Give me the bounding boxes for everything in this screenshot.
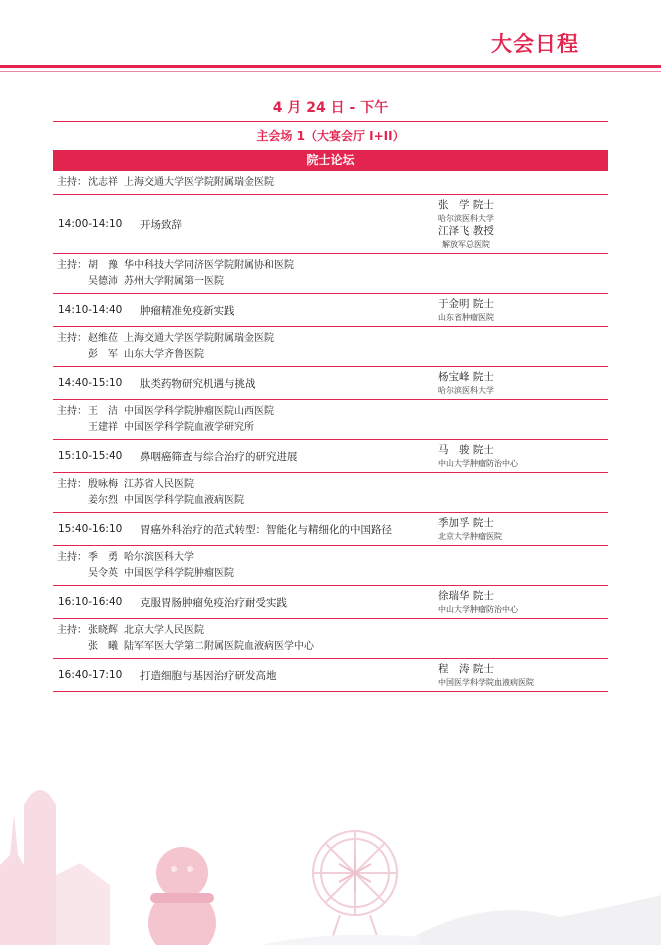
speaker-org: 北京大学肿瘤医院 [438, 532, 502, 541]
talk-time: 14:40-15:10 [58, 377, 123, 389]
host-prefix [57, 347, 88, 363]
talk-row [53, 294, 608, 327]
host-line [57, 258, 608, 274]
talk-topic: 肽类药物研究机遇与挑战 [140, 377, 256, 390]
host-org: 哈尔滨医科大学 [124, 552, 194, 563]
speaker-org: 解放军总医院 [442, 240, 490, 249]
host-org: 苏州大学附属第一医院 [124, 276, 224, 287]
host-name: 胡 豫 [88, 260, 118, 271]
host-line [57, 331, 608, 347]
title-rule [0, 65, 661, 68]
host-name: 吴令英 [88, 568, 118, 579]
host-name: 季 勇 [88, 552, 118, 563]
host-prefix: 主持： [57, 260, 87, 271]
host-row [53, 254, 608, 294]
host-line [57, 404, 608, 420]
host-org: 北京大学人民医院 [124, 625, 204, 636]
host-line [57, 420, 608, 436]
host-line [57, 274, 608, 290]
talk-row [53, 586, 608, 619]
speaker-org: 哈尔滨医科大学 [438, 386, 494, 395]
speaker-list [438, 195, 608, 253]
host-prefix [57, 493, 88, 509]
talk-row [53, 659, 608, 692]
host-prefix: 主持： [57, 625, 87, 636]
host-prefix: 主持： [57, 479, 87, 490]
host-row [53, 327, 608, 367]
talk-time: 14:00-14:10 [58, 218, 123, 230]
host-row [53, 473, 608, 513]
host-prefix: 主持： [57, 552, 87, 563]
host-row [53, 400, 608, 440]
host-prefix [57, 566, 88, 582]
host-org: 上海交通大学医学院附属瑞金医院 [124, 333, 274, 344]
talk-row [53, 195, 608, 254]
host-org: 华中科技大学同济医学院附属协和医院 [124, 260, 294, 271]
host-prefix: 主持： [57, 333, 87, 344]
talk-row [53, 513, 608, 546]
host-name: 赵维莅 [88, 333, 118, 344]
speaker-org: 中山大学肿瘤防治中心 [438, 605, 518, 614]
talk-topic: 肿瘤精准免疫新实践 [140, 304, 235, 317]
speaker-list [438, 440, 608, 472]
venue-heading: 主会场 1（大宴会厅 I+II） [256, 129, 405, 143]
speaker-list [438, 367, 608, 399]
host-line [57, 493, 608, 509]
speaker-list [438, 294, 608, 326]
host-name: 王建祥 [88, 422, 118, 433]
host-prefix [57, 274, 88, 290]
speaker-org: 中山大学肿瘤防治中心 [438, 459, 518, 468]
talk-time: 15:10-15:40 [58, 450, 123, 462]
host-row [53, 546, 608, 586]
host-org: 中国医学科学院肿瘤医院山西医院 [124, 406, 274, 417]
host-org: 上海交通大学医学院附属瑞金医院 [124, 177, 274, 188]
speaker-org: 山东省肿瘤医院 [438, 313, 494, 322]
host-org: 中国医学科学院血液学研究所 [124, 422, 254, 433]
host-row [53, 619, 608, 659]
talk-time: 16:10-16:40 [58, 596, 123, 608]
host-line [57, 477, 608, 493]
title-rule-thin [0, 71, 661, 72]
speaker-name: 季加孚 院士 [438, 517, 494, 529]
session-title: 院士论坛 [53, 150, 608, 171]
castle-silhouette [0, 790, 56, 945]
talk-time: 16:40-17:10 [58, 669, 123, 681]
hill-shape [400, 895, 661, 945]
page-title: 大会日程 [491, 32, 579, 56]
host-org: 陆军军医大学第二附属医院血液病医学中心 [124, 641, 314, 652]
speaker-name: 徐瑞华 院士 [438, 590, 494, 602]
talk-topic: 开场致辞 [140, 218, 182, 231]
date-heading: 4 月 24 日 - 下午 [272, 100, 389, 116]
host-org: 中国医学科学院血液病医院 [124, 495, 244, 506]
speaker-name: 程 涛 院士 [438, 663, 494, 675]
host-line [57, 566, 608, 582]
host-prefix [57, 639, 88, 655]
host-name: 吴德沛 [88, 276, 118, 287]
speaker-list [438, 659, 608, 691]
talk-topic: 胃癌外科治疗的范式转型：智能化与精细化的中国路径 [140, 523, 392, 536]
host-line [57, 623, 608, 639]
host-org: 江苏省人民医院 [124, 479, 194, 490]
host-row [53, 171, 608, 195]
host-org: 中国医学科学院肿瘤医院 [124, 568, 234, 579]
talk-topic: 鼻咽癌筛查与综合治疗的研究进展 [140, 450, 298, 463]
host-prefix: 主持： [57, 406, 87, 417]
speaker-name: 杨宝峰 院士 [438, 371, 494, 383]
talk-time: 14:10-14:40 [58, 304, 123, 316]
speaker-name: 于金明 院士 [438, 298, 494, 310]
schedule [53, 95, 608, 692]
host-name: 王 洁 [88, 406, 118, 417]
speaker-org: 哈尔滨医科大学 [438, 214, 494, 223]
host-org: 山东大学齐鲁医院 [124, 349, 204, 360]
host-prefix: 主持： [57, 177, 87, 188]
host-name: 殷咏梅 [88, 479, 118, 490]
speaker-name: 江泽飞 教授 [438, 225, 494, 237]
talk-topic: 打造细胞与基因治疗研发高地 [140, 669, 277, 682]
talk-row [53, 367, 608, 400]
speaker-name: 张 学 院士 [438, 199, 494, 211]
host-name: 沈志祥 [88, 177, 118, 188]
host-line [57, 550, 608, 566]
footer-decoration [0, 745, 661, 945]
host-name: 张 曦 [88, 641, 118, 652]
speaker-name: 马 骏 院士 [438, 444, 494, 456]
speaker-org: 中国医学科学院血液病医院 [438, 678, 534, 687]
host-name: 姜尔烈 [88, 495, 118, 506]
speaker-list [438, 586, 608, 618]
talk-time: 15:40-16:10 [58, 523, 123, 535]
speaker-list [438, 513, 608, 545]
host-line [57, 175, 608, 191]
host-name: 张晓辉 [88, 625, 118, 636]
host-line [57, 347, 608, 363]
host-name: 彭 军 [88, 349, 118, 360]
talk-row [53, 440, 608, 473]
schedule-rows [53, 171, 608, 692]
talk-topic: 克服胃肠肿瘤免疫治疗耐受实践 [140, 596, 287, 609]
host-prefix [57, 420, 88, 436]
host-line [57, 639, 608, 655]
